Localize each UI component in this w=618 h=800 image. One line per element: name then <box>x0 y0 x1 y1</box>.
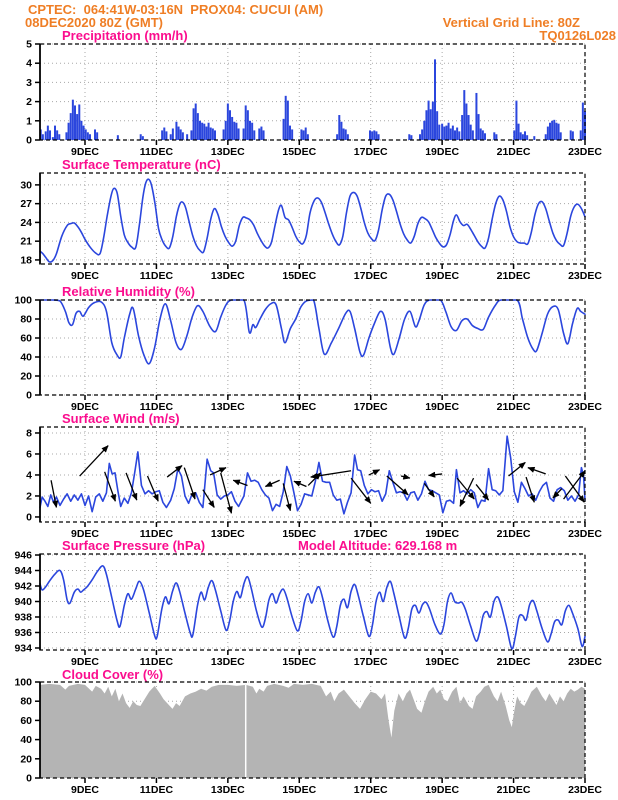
precipitation-frame <box>40 44 585 140</box>
svg-text:3: 3 <box>26 76 32 89</box>
panel-title-wind: Surface Wind (m/s) <box>62 411 180 426</box>
svg-text:11DEC: 11DEC <box>139 401 174 413</box>
svg-text:1: 1 <box>26 115 32 128</box>
svg-text:21DEC: 21DEC <box>496 784 531 796</box>
header-station-line: CPTEC: 064:41W-03:16N PROX04: CUCUI (AM) <box>28 2 324 17</box>
svg-text:5: 5 <box>26 38 32 51</box>
svg-text:19DEC: 19DEC <box>425 656 460 668</box>
panel-wind <box>26 427 602 541</box>
svg-text:21DEC: 21DEC <box>496 270 531 282</box>
svg-text:938: 938 <box>14 611 32 624</box>
svg-text:9DEC: 9DEC <box>70 784 100 796</box>
svg-text:19DEC: 19DEC <box>425 528 460 540</box>
svg-text:17DEC: 17DEC <box>353 528 388 540</box>
svg-text:6: 6 <box>26 448 32 461</box>
panel-cloud <box>14 677 602 797</box>
header-run-datetime: 08DEC2020 80Z (GMT) <box>25 15 163 30</box>
svg-text:9DEC: 9DEC <box>70 656 100 668</box>
svg-text:2: 2 <box>26 490 32 503</box>
wind-x-tick-labels <box>71 522 602 540</box>
svg-text:20: 20 <box>20 753 32 766</box>
svg-text:23DEC: 23DEC <box>568 270 602 282</box>
svg-text:0: 0 <box>26 511 32 524</box>
svg-text:20: 20 <box>20 370 32 383</box>
svg-text:13DEC: 13DEC <box>210 270 245 282</box>
panel-title-humidity: Relative Humidity (%) <box>62 284 195 299</box>
humidity-y-tick-labels <box>14 295 40 402</box>
panel-pressure <box>14 550 602 668</box>
svg-text:936: 936 <box>14 626 32 639</box>
cloud-y-tick-labels <box>14 677 40 785</box>
temperature-y-tick-labels <box>20 179 40 266</box>
svg-text:23DEC: 23DEC <box>568 401 602 413</box>
svg-text:23DEC: 23DEC <box>568 784 602 796</box>
svg-text:15DEC: 15DEC <box>282 528 317 540</box>
svg-text:24: 24 <box>20 216 32 229</box>
svg-text:17DEC: 17DEC <box>353 146 388 158</box>
svg-text:0: 0 <box>26 389 32 402</box>
temperature-x-tick-labels <box>71 264 602 282</box>
svg-text:17DEC: 17DEC <box>353 784 388 796</box>
svg-text:19DEC: 19DEC <box>425 146 460 158</box>
svg-text:11DEC: 11DEC <box>139 656 174 668</box>
svg-text:40: 40 <box>20 734 32 747</box>
svg-text:944: 944 <box>14 565 32 577</box>
pressure-x-tick-labels <box>71 650 602 668</box>
svg-text:13DEC: 13DEC <box>210 146 245 158</box>
svg-text:80: 80 <box>20 695 32 708</box>
svg-text:4: 4 <box>26 469 32 482</box>
svg-text:17DEC: 17DEC <box>353 401 388 413</box>
svg-text:100: 100 <box>14 294 32 307</box>
cloud-area <box>40 684 585 778</box>
svg-text:0: 0 <box>26 134 32 147</box>
svg-text:21DEC: 21DEC <box>496 401 531 413</box>
panel-temperature <box>20 173 602 283</box>
header-grid-line-note: Vertical Grid Line: 80Z <box>442 15 580 30</box>
svg-text:19DEC: 19DEC <box>425 401 460 413</box>
svg-text:11DEC: 11DEC <box>139 270 174 282</box>
panel-subtitle-model-altitude: Model Altitude: 629.168 m <box>298 538 458 553</box>
svg-text:940: 940 <box>14 596 32 608</box>
svg-text:23DEC: 23DEC <box>568 528 602 540</box>
svg-text:27: 27 <box>20 198 32 211</box>
precipitation-x-tick-labels <box>71 140 602 158</box>
svg-text:18: 18 <box>20 254 32 267</box>
svg-text:13DEC: 13DEC <box>210 784 245 796</box>
svg-text:13DEC: 13DEC <box>210 528 245 540</box>
svg-text:13DEC: 13DEC <box>210 401 245 413</box>
precipitation-bars <box>40 59 586 140</box>
svg-text:60: 60 <box>20 714 32 727</box>
svg-text:946: 946 <box>14 549 32 562</box>
header-product-code: TQ0126L028 <box>539 28 616 43</box>
svg-text:60: 60 <box>20 332 32 345</box>
panel-precipitation <box>26 39 602 159</box>
panel-title-precipitation: Precipitation (mm/h) <box>62 28 188 43</box>
svg-text:0: 0 <box>26 772 32 785</box>
svg-text:23DEC: 23DEC <box>568 656 602 668</box>
svg-text:11DEC: 11DEC <box>139 146 174 158</box>
svg-text:21: 21 <box>20 235 32 248</box>
humidity-frame <box>40 300 585 395</box>
precipitation-y-tick-labels <box>26 39 40 147</box>
svg-text:17DEC: 17DEC <box>353 270 388 282</box>
svg-text:11DEC: 11DEC <box>139 784 174 796</box>
svg-text:19DEC: 19DEC <box>425 270 460 282</box>
svg-text:80: 80 <box>20 313 32 326</box>
panel-humidity <box>14 295 602 414</box>
svg-text:21DEC: 21DEC <box>496 146 531 158</box>
svg-text:15DEC: 15DEC <box>282 656 317 668</box>
humidity-line <box>40 300 585 364</box>
svg-text:15DEC: 15DEC <box>282 146 317 158</box>
pressure-y-tick-labels <box>14 550 40 655</box>
panel-title-cloud-cover: Cloud Cover (%) <box>62 667 164 682</box>
svg-text:40: 40 <box>20 351 32 364</box>
cloud-x-tick-labels <box>71 778 602 796</box>
svg-text:23DEC: 23DEC <box>568 146 602 158</box>
wind-y-tick-labels <box>26 427 40 523</box>
panel-title-temperature: Surface Temperature (nC) <box>62 157 221 172</box>
svg-text:15DEC: 15DEC <box>282 401 317 413</box>
temperature-line <box>40 179 585 262</box>
svg-text:21DEC: 21DEC <box>496 528 531 540</box>
svg-text:21DEC: 21DEC <box>496 656 531 668</box>
humidity-x-tick-labels <box>71 395 602 413</box>
svg-text:19DEC: 19DEC <box>425 784 460 796</box>
svg-text:2: 2 <box>26 96 32 109</box>
panel-title-pressure: Surface Pressure (hPa) <box>62 538 206 553</box>
pressure-line <box>40 566 585 649</box>
svg-text:4: 4 <box>26 57 32 70</box>
svg-text:17DEC: 17DEC <box>353 656 388 668</box>
svg-text:9DEC: 9DEC <box>70 401 100 413</box>
svg-text:13DEC: 13DEC <box>210 656 245 668</box>
svg-text:100: 100 <box>14 676 32 689</box>
svg-text:15DEC: 15DEC <box>282 784 317 796</box>
svg-text:9DEC: 9DEC <box>70 270 100 282</box>
svg-text:15DEC: 15DEC <box>282 270 317 282</box>
svg-text:9DEC: 9DEC <box>70 528 100 540</box>
svg-text:11DEC: 11DEC <box>139 528 174 540</box>
svg-text:9DEC: 9DEC <box>70 146 100 158</box>
svg-text:8: 8 <box>26 427 32 440</box>
svg-text:30: 30 <box>20 179 32 192</box>
svg-text:942: 942 <box>14 580 32 593</box>
svg-text:934: 934 <box>14 642 32 655</box>
